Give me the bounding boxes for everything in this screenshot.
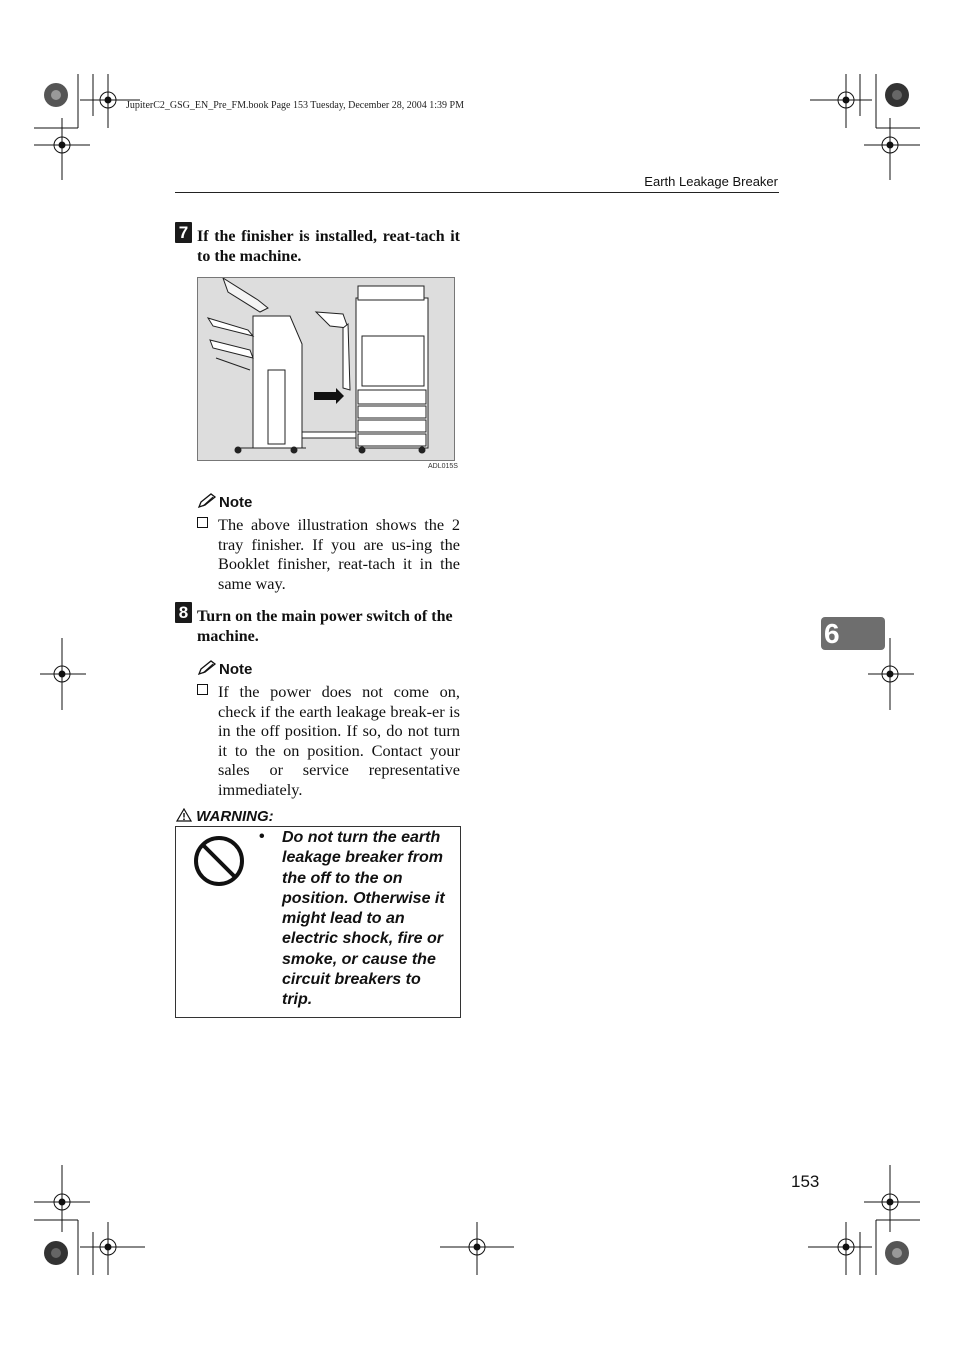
note-heading-label: Note (219, 661, 253, 678)
header-rule (175, 192, 779, 193)
note-item (218, 515, 460, 593)
running-header: Earth Leakage Breaker (644, 174, 778, 189)
finisher-machine-drawing (198, 278, 454, 460)
finisher-illustration (197, 277, 455, 461)
page-number: 153 (791, 1172, 820, 1191)
pencil-icon (197, 493, 217, 509)
figure-code: ADL015S (428, 463, 458, 470)
note-heading (197, 660, 252, 678)
checkbox-bullet-icon (197, 684, 208, 695)
warning-bullet: • (259, 828, 265, 845)
print-slug: JupiterC2_GSG_EN_Pre_FM.book Page 153 Tuesday, December 28, 2004 1:39 PM (126, 100, 464, 111)
step-7-text: If the finisher is installed, reat-tach it to the machine. (197, 228, 460, 265)
note-item-text: The above illustration shows the 2 tray finisher. If you are us-ing the Booklet finisher, reat-tach it in the same way. (218, 515, 460, 593)
note-heading (197, 493, 252, 511)
warning-triangle-icon (176, 808, 192, 822)
step-8-text: Turn on the main power switch of the machine. (197, 608, 453, 645)
step-number-7: 7 (175, 222, 192, 243)
warning-text: Do not turn the earth leakage breaker from the off to the on position. Otherwise it might lead to an electric shock, fire or smoke, or cause the circuit breakers to trip. (282, 829, 445, 1009)
note-item (218, 682, 460, 799)
warning-heading-label: WARNING: (196, 808, 274, 825)
chapter-tab: 6 (821, 617, 885, 650)
prohibited-icon (192, 834, 246, 888)
step-number-8: 8 (175, 602, 192, 623)
warning-heading (176, 808, 274, 825)
checkbox-bullet-icon (197, 517, 208, 528)
pencil-icon (197, 660, 217, 676)
note-item-text: If the power does not come on, check if the earth leakage break-er is in the off position. If so, do not turn it to the on position. Contact your sales or service representative immediately. (218, 682, 460, 799)
note-heading-label: Note (219, 494, 253, 511)
